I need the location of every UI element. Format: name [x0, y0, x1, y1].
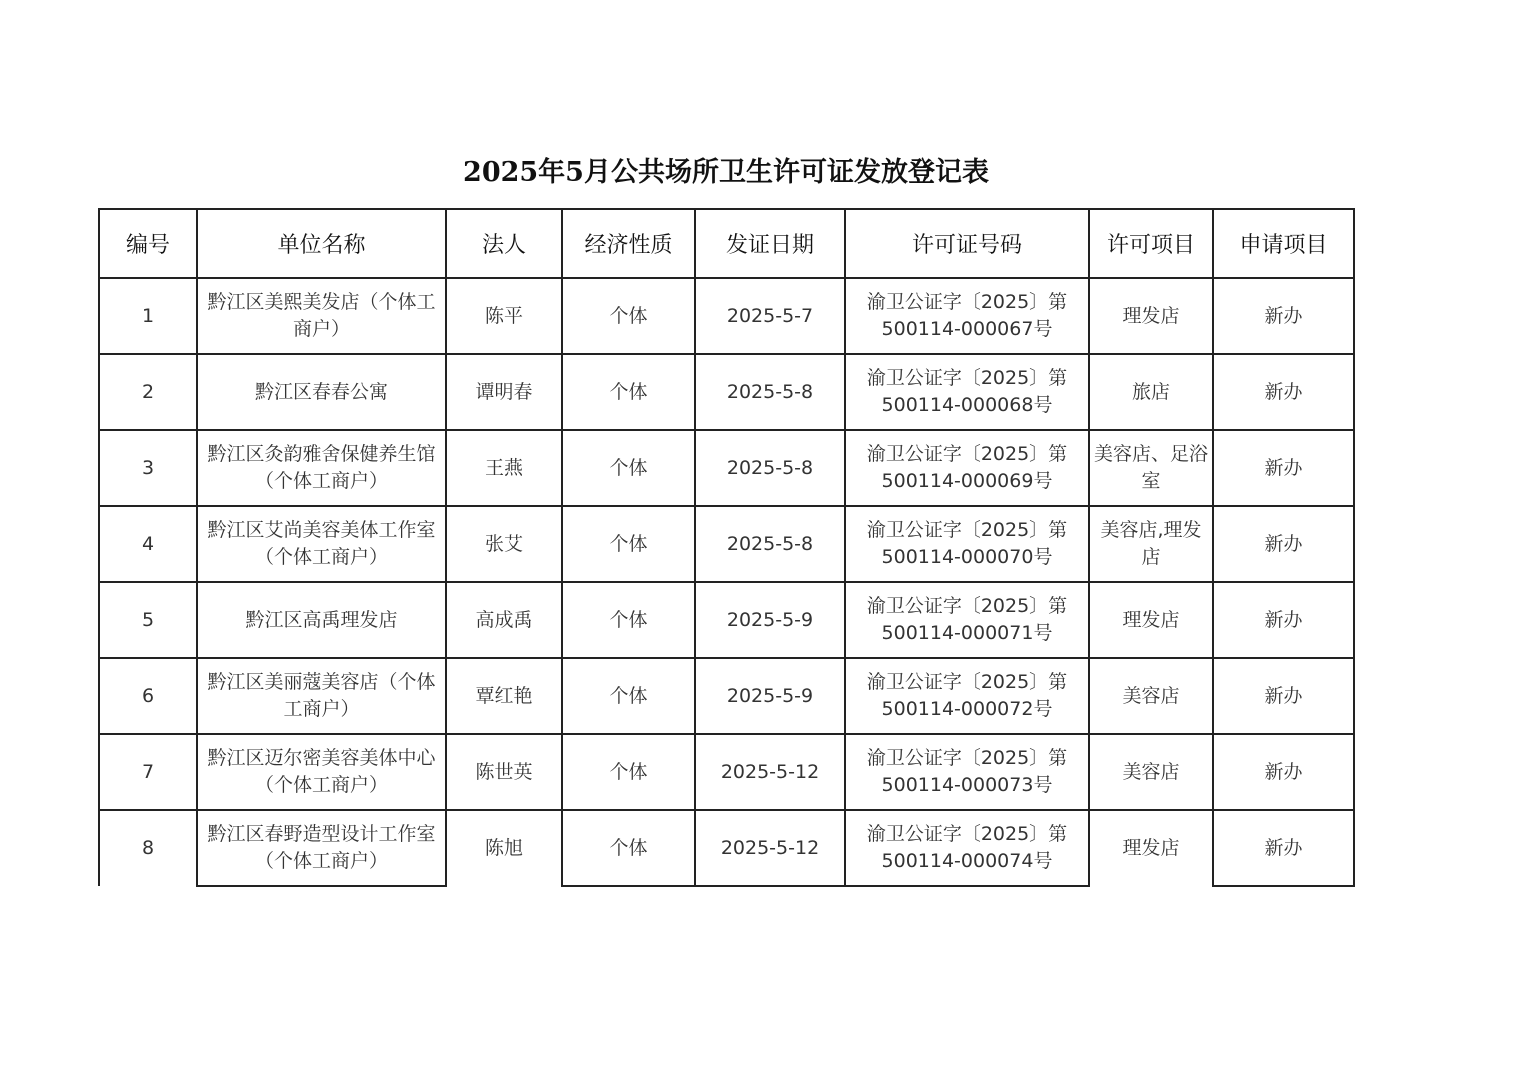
cell-license-item: 理发店	[1089, 810, 1213, 886]
cell-license-number: 渝卫公证字〔2025〕第500114-000073号	[845, 734, 1089, 810]
cell-license-item: 美容店,理发店	[1089, 506, 1213, 582]
col-header-legal-person: 法人	[446, 209, 562, 278]
table-row	[99, 734, 1354, 810]
cell-application-item: 新办	[1213, 810, 1354, 886]
cell-unit-name: 黔江区高禹理发店	[197, 582, 446, 658]
cell-license-item: 美容店	[1089, 734, 1213, 810]
table-row	[99, 506, 1354, 582]
table-row	[99, 278, 1354, 354]
cell-economic-nature: 个体	[562, 430, 695, 506]
cell-application-item: 新办	[1213, 582, 1354, 658]
cell-license-item: 美容店、足浴室	[1089, 430, 1213, 506]
cell-application-item: 新办	[1213, 430, 1354, 506]
cell-economic-nature: 个体	[562, 506, 695, 582]
cell-legal-person: 陈旭	[446, 810, 562, 886]
cell-number: 7	[99, 734, 197, 810]
cell-license-number: 渝卫公证字〔2025〕第500114-000069号	[845, 430, 1089, 506]
cell-application-item: 新办	[1213, 658, 1354, 734]
cell-economic-nature: 个体	[562, 810, 695, 886]
cell-application-item: 新办	[1213, 278, 1354, 354]
cell-license-number: 渝卫公证字〔2025〕第500114-000071号	[845, 582, 1089, 658]
cell-number: 2	[99, 354, 197, 430]
cell-legal-person: 高成禹	[446, 582, 562, 658]
page-title: 2025年5月公共场所卫生许可证发放登记表	[463, 157, 989, 188]
cell-number: 4	[99, 506, 197, 582]
cell-economic-nature: 个体	[562, 354, 695, 430]
cell-economic-nature: 个体	[562, 582, 695, 658]
cell-unit-name: 黔江区美熙美发店（个体工商户）	[197, 278, 446, 354]
col-header-unit-name: 单位名称	[197, 209, 446, 278]
cell-issue-date: 2025-5-9	[695, 582, 845, 658]
cell-economic-nature: 个体	[562, 734, 695, 810]
cell-economic-nature: 个体	[562, 658, 695, 734]
col-header-license-item: 许可项目	[1089, 209, 1213, 278]
col-header-issue-date: 发证日期	[695, 209, 845, 278]
cell-legal-person: 陈平	[446, 278, 562, 354]
cell-license-number: 渝卫公证字〔2025〕第500114-000072号	[845, 658, 1089, 734]
cell-issue-date: 2025-5-8	[695, 354, 845, 430]
cell-application-item: 新办	[1213, 734, 1354, 810]
cell-application-item: 新办	[1213, 354, 1354, 430]
table-row	[99, 810, 1354, 886]
registration-table	[98, 208, 1355, 887]
cell-license-number: 渝卫公证字〔2025〕第500114-000068号	[845, 354, 1089, 430]
cell-issue-date: 2025-5-8	[695, 430, 845, 506]
cell-issue-date: 2025-5-7	[695, 278, 845, 354]
cell-issue-date: 2025-5-9	[695, 658, 845, 734]
table-row	[99, 658, 1354, 734]
cell-number: 6	[99, 658, 197, 734]
cell-legal-person: 陈世英	[446, 734, 562, 810]
cell-unit-name: 黔江区春春公寓	[197, 354, 446, 430]
cell-license-item: 理发店	[1089, 582, 1213, 658]
cell-license-item: 旅店	[1089, 354, 1213, 430]
cell-unit-name: 黔江区迈尔密美容美体中心（个体工商户）	[197, 734, 446, 810]
table-row	[99, 354, 1354, 430]
table-row	[99, 582, 1354, 658]
cell-unit-name: 黔江区美丽蔻美容店（个体工商户）	[197, 658, 446, 734]
cell-issue-date: 2025-5-12	[695, 810, 845, 886]
cell-legal-person: 谭明春	[446, 354, 562, 430]
cell-unit-name: 黔江区艾尚美容美体工作室（个体工商户）	[197, 506, 446, 582]
col-header-economic-nature: 经济性质	[562, 209, 695, 278]
cell-issue-date: 2025-5-8	[695, 506, 845, 582]
cell-number: 8	[99, 810, 197, 886]
cell-license-number: 渝卫公证字〔2025〕第500114-000074号	[845, 810, 1089, 886]
col-header-license-number: 许可证号码	[845, 209, 1089, 278]
cell-license-number: 渝卫公证字〔2025〕第500114-000067号	[845, 278, 1089, 354]
col-header-application-item: 申请项目	[1213, 209, 1354, 278]
cell-economic-nature: 个体	[562, 278, 695, 354]
cell-issue-date: 2025-5-12	[695, 734, 845, 810]
cell-number: 5	[99, 582, 197, 658]
cell-number: 3	[99, 430, 197, 506]
col-header-number: 编号	[99, 209, 197, 278]
cell-unit-name: 黔江区春野造型设计工作室（个体工商户）	[197, 810, 446, 886]
cell-legal-person: 覃红艳	[446, 658, 562, 734]
cell-legal-person: 张艾	[446, 506, 562, 582]
table-row	[99, 430, 1354, 506]
cell-license-item: 美容店	[1089, 658, 1213, 734]
cell-application-item: 新办	[1213, 506, 1354, 582]
cell-legal-person: 王燕	[446, 430, 562, 506]
cell-number: 1	[99, 278, 197, 354]
header-row	[99, 209, 1354, 278]
cell-license-number: 渝卫公证字〔2025〕第500114-000070号	[845, 506, 1089, 582]
cell-unit-name: 黔江区灸韵雅舍保健养生馆（个体工商户）	[197, 430, 446, 506]
cell-license-item: 理发店	[1089, 278, 1213, 354]
